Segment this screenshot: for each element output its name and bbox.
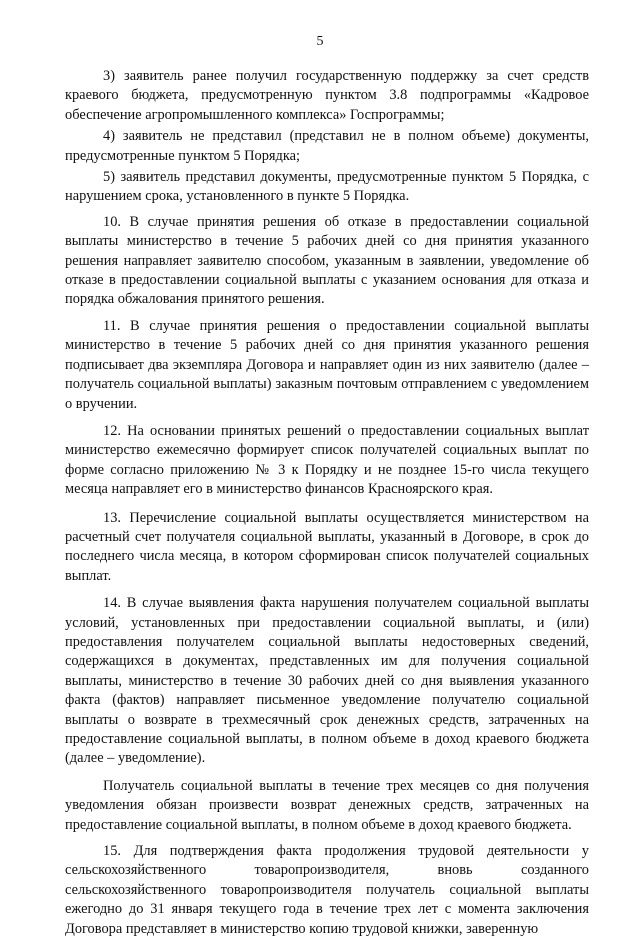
- paragraph-11: 11. В случае принятия решения о предоставлении социальной выплаты министерство в течение 5 рабочих дней со дня принятия указанного решения подписывает два экземпляра Договора и направляет один из них заявителю (далее – получатель социальной выплаты) заказным почтовым отправлением с уведомлением о вручении.: [65, 317, 589, 412]
- document-body: [65, 67, 589, 939]
- paragraph-14: 14. В случае выявления факта нарушения получателем социальной выплаты условий, установленных при предоставлении социальной выплаты, и (или) предоставления получателем социальной выплаты недостоверных сведений, содержащихся в документах, представленных им для получения социальной выплаты, министерство в течение 30 рабочих дней со дня выявления указанного факта (фактов) направляет письменное уведомление получателю социальной выплаты о возврате в трехмесячный срок денежных средств, затраченных на предоставление социальной выплаты, в полном объеме в доход краевого бюджета (далее – уведомление).: [65, 595, 589, 767]
- paragraph-14-continuation: Получатель социальной выплаты в течение трех месяцев со дня получения уведомления обязан произвести возврат денежных средств, затраченных на предоставление социальной выплаты, в полном объеме в доход краевого бюджета.: [65, 777, 589, 833]
- page-number: 5: [316, 34, 324, 49]
- paragraph-13: 13. Перечисление социальной выплаты осуществляется министерством на расчетный счет получателя социальной выплаты, указанный в Договоре, в срок до последнего числа месяца, в котором сформирован список получателей социальных выплат.: [65, 509, 589, 584]
- paragraph-15: 15. Для подтверждения факта продолжения трудовой деятельности у сельскохозяйственного товаропроизводителя, вновь созданного сельскохозяйственного товаропроизводителя получатель социальной выплаты ежегодно до 31 января текущего года в течение трех лет с момента заключения Договора представляет в министерство копию трудовой книжки, заверенную: [65, 843, 589, 937]
- paragraph-3-subitem-3: 3) заявитель ранее получил государственную поддержку за счет средств краевого бюджета, предусмотренную пунктом 3.8 подпрограммы «Кадровое обеспечение агропромышленного комплекса» Госпрограммы;: [65, 68, 589, 123]
- paragraph-10: 10. В случае принятия решения об отказе в предоставлении социальной выплаты министерство в течение 5 рабочих дней со дня принятия указанного решения направляет заявителю способом, указанным в заявлении, уведомление об отказе в предоставлении социальной выплаты с указанием основания для отказа и порядка обжалования принятого решения.: [65, 213, 589, 308]
- paragraph-3-subitem-5: 5) заявитель представил документы, предусмотренные пунктом 5 Порядка, с нарушением срока, установленного в пункте 5 Порядка.: [65, 169, 589, 205]
- paragraph-12: 12. На основании принятых решений о предоставлении социальных выплат министерство ежемесячно формирует список получателей социальных выплат по форме согласно приложению № 3 к Порядку и не позднее 15-го числа текущего месяца направляет его в министерство финансов Красноярского края.: [65, 422, 589, 498]
- paragraph-3-subitem-4: 4) заявитель не представил (представил не в полном объеме) документы, предусмотренные пунктом 5 Порядка;: [65, 128, 589, 164]
